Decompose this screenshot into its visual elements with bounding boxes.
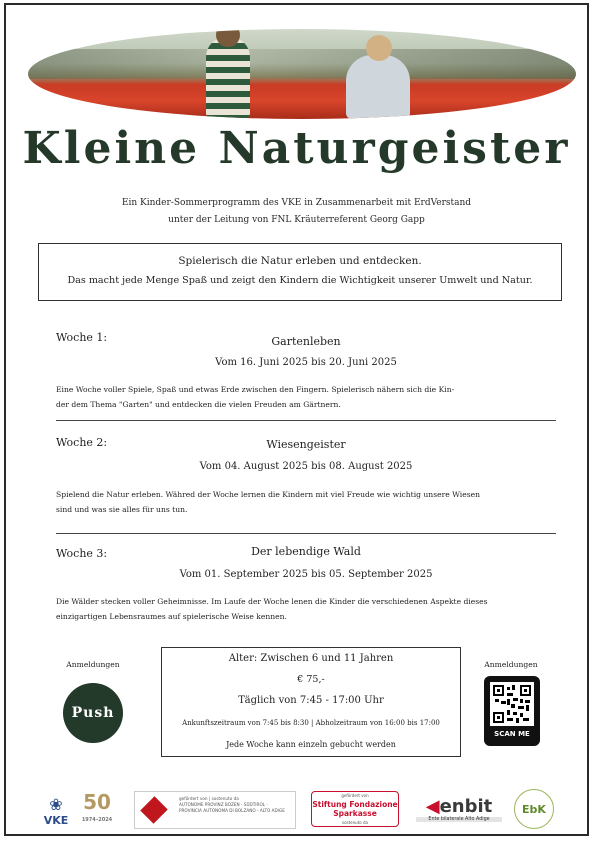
week-3-desc-line1: Die Wälder stecken voller Geheimnisse. Im Laufe der Woche lenen die Kinder die verschiedenen Aspekte dieses <box>56 597 488 606</box>
enbit-text: enbit <box>439 796 493 817</box>
sparkasse-note: gefördert von <box>341 793 369 798</box>
sponsor-logos <box>6 785 587 835</box>
vke-logo <box>36 791 76 831</box>
anniversary-years: 1974–2024 <box>81 817 113 823</box>
registration-label-right: Anmeldungen <box>484 660 538 669</box>
anniversary-logo <box>78 790 116 829</box>
week-1-topic: Gartenleben <box>271 335 341 348</box>
province-emblem-icon <box>140 796 167 823</box>
flyer-page <box>4 3 589 836</box>
week-1-desc-line2: der dem Thema "Garten" und entdecken die vielen Freuden am Gärtnern. <box>56 400 341 409</box>
week-1-dates: Vom 16. Juni 2025 bis 20. Juni 2025 <box>215 357 397 368</box>
intro-line2: Das macht jede Menge Spaß und zeigt den Kindern die Wichtigkeit unserer Umwelt und Natur. <box>67 275 533 286</box>
week-1-label: Woche 1: <box>56 331 108 344</box>
enbit-logo <box>416 791 502 827</box>
arrival-info: Ankunftszeitraum von 7:45 bis 8:30 | Abholzeitraum von 16:00 bis 17:00 <box>182 719 440 727</box>
vke-logo-text: VKE <box>43 814 69 827</box>
week-3-dates: Vom 01. September 2025 bis 05. September 2025 <box>179 569 433 580</box>
hero-child-right <box>346 55 410 119</box>
qr-code-icon <box>490 682 534 726</box>
week-2-dates: Vom 04. August 2025 bis 08. August 2025 <box>199 461 413 472</box>
sparkasse-note2: sostenuto da <box>342 820 368 825</box>
qr-code-scan-me[interactable] <box>484 676 540 746</box>
anniversary-number: 50 <box>83 790 111 814</box>
hero-trees <box>28 49 576 79</box>
week-2-desc-line2: sind und was sie alles für uns tun. <box>56 505 188 514</box>
time-info: Täglich von 7:45 - 17:00 Uhr <box>238 695 384 706</box>
week-2-desc-line1: Spielend die Natur erleben. Währed der Woche lernen die Kindern mit viel Freude wie wichtig unsere Wiesen <box>56 490 480 499</box>
subtitle-line1: Ein Kinder-Sommerprogramm des VKE in Zusammenarbeit mit ErdVerstand <box>121 198 472 208</box>
push-registration-button[interactable]: Push <box>63 683 123 743</box>
intro-box <box>38 243 562 301</box>
hero-child-left <box>206 37 250 119</box>
intro-line1: Spielerisch die Natur erleben und entdecken. <box>178 255 422 267</box>
scan-me-label: SCAN ME <box>494 730 530 738</box>
booking-info: Jede Woche kann einzeln gebucht werden <box>226 740 396 749</box>
enbit-arrow-icon: ◀ <box>425 796 440 817</box>
price-info: € 75,- <box>297 674 325 685</box>
week-3-label: Woche 3: <box>56 547 108 560</box>
province-logo <box>134 791 296 829</box>
province-note: gefördert von | sostenuto da <box>179 796 239 801</box>
info-box <box>161 647 461 757</box>
week-2-topic: Wiesengeister <box>266 438 346 451</box>
ebk-logo: EbK <box>514 789 554 829</box>
vke-figure-icon: ❀ <box>49 795 63 814</box>
sparkasse-name: Stiftung Fondazione Sparkasse <box>312 800 398 818</box>
sparkasse-logo <box>311 791 399 827</box>
province-text: AUTONOME PROVINZ BOZEN - SÜDTIROL · PROVINCIA AUTONOMA DI BOLZANO - ALTO ADIGE <box>179 802 285 813</box>
hero-image-children-tulip-field <box>28 29 576 119</box>
divider-2 <box>56 533 556 534</box>
divider-1 <box>56 420 556 421</box>
enbit-subtitle: Ente bilaterale Alto Adige <box>416 817 502 822</box>
week-2-description <box>56 487 556 517</box>
page-title: Kleine Naturgeister <box>22 123 571 174</box>
province-text-block <box>179 796 291 814</box>
age-info: Alter: Zwischen 6 und 11 Jahren <box>228 653 394 664</box>
week-1-description <box>56 382 556 412</box>
week-3-topic: Der lebendige Wald <box>251 545 361 558</box>
subtitle <box>6 195 587 229</box>
week-3-description <box>56 594 556 624</box>
week-2-label: Woche 2: <box>56 436 108 449</box>
subtitle-line2: unter der Leitung von FNL Kräuterreferent Georg Gapp <box>168 215 425 225</box>
week-3-desc-line2: einzigartigen Lebensraumes auf spielerische Weise kennen. <box>56 612 287 621</box>
week-1-desc-line1: Eine Woche voller Spiele, Spaß und etwas Erde zwischen den Fingern. Spielerisch nähern sich die Kin- <box>56 385 455 394</box>
registration-label-left: Anmeldungen <box>66 660 120 669</box>
enbit-name <box>426 796 493 817</box>
